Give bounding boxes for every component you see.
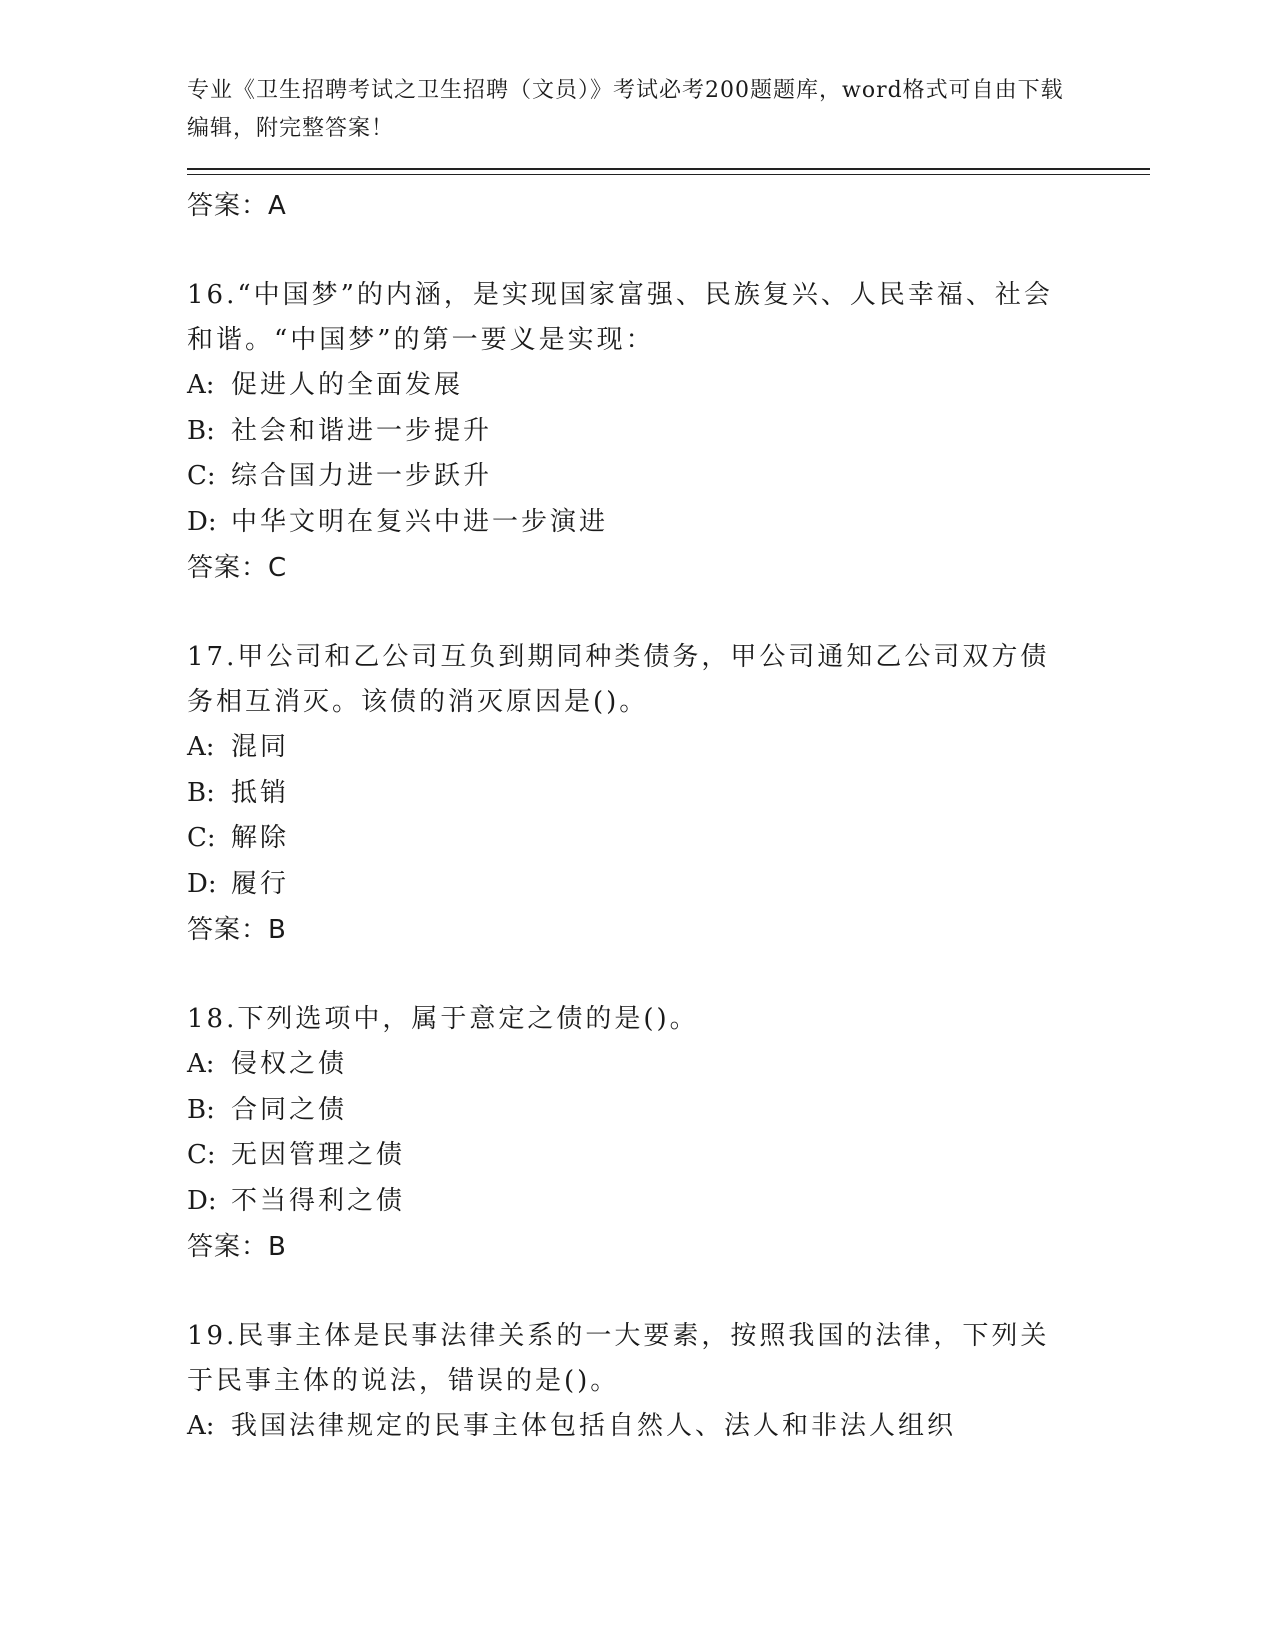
option-item xyxy=(187,816,1147,862)
option-item xyxy=(187,1404,1147,1450)
option-letter: C: xyxy=(187,461,216,491)
option-text: 合同之债 xyxy=(231,1094,348,1125)
option-item xyxy=(187,1133,1147,1179)
question-block xyxy=(187,273,1147,591)
option-text: 混同 xyxy=(231,732,290,762)
question-text: 17.甲公司和乙公司互负到期同种类债务，甲公司通知乙公司双方债务相互消灭。该债的消灭原因是()。 xyxy=(187,642,1050,717)
answer-line: 答案：B xyxy=(187,1232,287,1262)
option-letter: B: xyxy=(187,1094,215,1125)
option-text: 履行 xyxy=(231,868,290,899)
option-letter: C: xyxy=(187,823,216,853)
document-page xyxy=(187,72,1147,1450)
answer-line: 答案：C xyxy=(187,553,288,583)
option-letter: A: xyxy=(187,1049,215,1079)
question-block xyxy=(187,997,1147,1270)
option-text: 综合国力进一步跃升 xyxy=(231,461,493,491)
question-text: 19.民事主体是民事法律关系的一大要素，按照我国的法律，下列关于民事主体的说法，错误的是()。 xyxy=(187,1321,1050,1396)
option-text: 解除 xyxy=(231,823,290,853)
option-item xyxy=(187,725,1147,771)
option-item xyxy=(187,862,1147,908)
option-item xyxy=(187,1088,1147,1134)
option-item xyxy=(187,1179,1147,1225)
option-text: 不当得利之债 xyxy=(231,1185,406,1216)
option-item xyxy=(187,1042,1147,1088)
option-letter: A: xyxy=(187,1411,215,1441)
option-item xyxy=(187,500,1147,546)
option-text: 我国法律规定的民事主体包括自然人、法人和非法人组织 xyxy=(231,1411,957,1441)
answer-line: 答案：A xyxy=(187,191,287,221)
option-text: 中华文明在复兴中进一步演进 xyxy=(231,506,609,537)
option-letter: A: xyxy=(187,370,215,400)
question-list xyxy=(187,273,1147,1450)
question-block xyxy=(187,1314,1147,1450)
option-text: 无因管理之债 xyxy=(231,1140,406,1170)
option-letter: C: xyxy=(187,1140,216,1170)
option-text: 社会和谐进一步提升 xyxy=(231,415,493,446)
option-letter: D: xyxy=(187,1185,217,1216)
option-letter: D: xyxy=(187,506,217,537)
option-item xyxy=(187,363,1147,409)
option-letter: B: xyxy=(187,777,215,808)
document-header: 专业《卫生招聘考试之卫生招聘（文员）》考试必考200题题库，word格式可自由下载编辑，附完整答案！ xyxy=(187,78,1064,141)
option-item xyxy=(187,409,1147,455)
option-text: 抵销 xyxy=(231,777,290,808)
option-text: 促进人的全面发展 xyxy=(231,370,464,400)
option-letter: D: xyxy=(187,868,217,899)
option-letter: A: xyxy=(187,732,215,762)
header-divider xyxy=(187,168,1150,175)
question-text: 18.下列选项中，属于意定之债的是()。 xyxy=(187,1004,699,1034)
option-item xyxy=(187,771,1147,817)
question-block xyxy=(187,635,1147,953)
option-text: 侵权之债 xyxy=(231,1049,348,1079)
answer-line: 答案：B xyxy=(187,915,287,945)
option-letter: B: xyxy=(187,415,215,446)
option-item xyxy=(187,454,1147,500)
question-text: 16.“中国梦”的内涵，是实现国家富强、民族复兴、人民幸福、社会和谐。“中国梦”的第一要义是实现： xyxy=(187,280,1053,355)
